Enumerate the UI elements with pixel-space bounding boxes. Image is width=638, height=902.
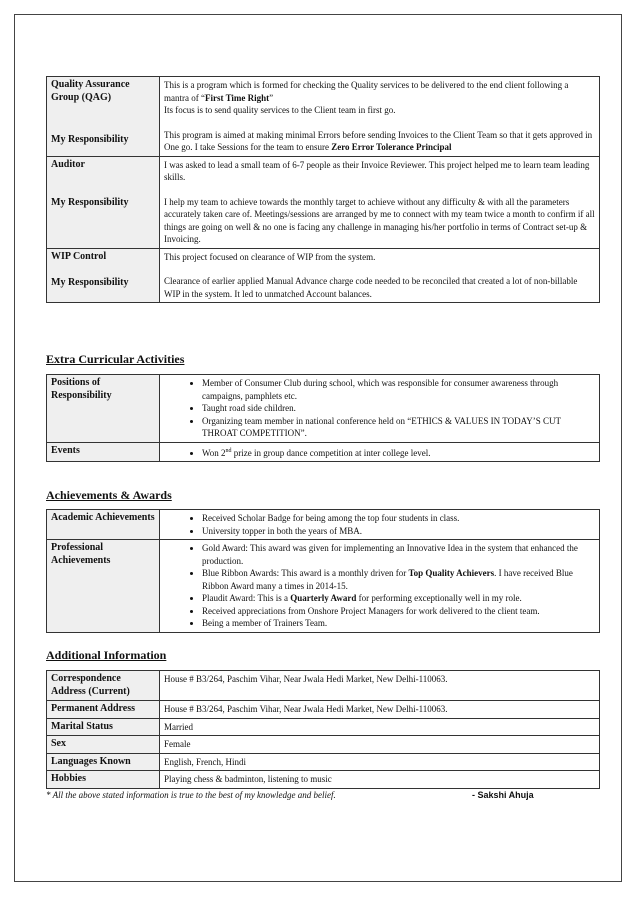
list-item: • University topper in both the years of MBA. <box>202 525 595 538</box>
qag-resp-bold: Zero Error Tolerance Principal <box>331 142 452 152</box>
list-item: • Organizing team member in national conference held on “ETHICS & VALUES IN TODAY’S CUT THROAT COMPETITION”. <box>202 415 595 440</box>
qag-line2: Its focus is to send quality services to the Client team in first go. <box>164 105 396 115</box>
academic-list <box>164 512 595 537</box>
qag-label <box>47 77 160 157</box>
auditor-label <box>47 156 160 248</box>
list-item: • Received appreciations from Onshore Project Managers for work delivered to the client team. <box>202 605 595 618</box>
qag-resp-text: This program is aimed at making minimal Errors before sending Invoices to the Client Team so that it gets approved in One go. I take Sessions for the team to ensure <box>164 129 593 152</box>
academic-cell <box>160 510 600 540</box>
wip-resp-label: My Responsibility <box>51 277 129 288</box>
achievements-heading: Achievements & Awards <box>46 488 172 502</box>
table-row <box>47 736 600 754</box>
table-row <box>47 718 600 736</box>
qag-title: Quality Assurance Group (QAG) <box>51 79 130 103</box>
list-item: • Gold Award: This award was given for implementing an Innovative Idea in the system that enhanced the production. <box>202 542 595 567</box>
wip-resp: Clearance of earlier applied Manual Advance charge code needed to be reconciled that created a lot of non-billable WIP in the system. It led to unmatched Account balances. <box>164 276 578 299</box>
professional-label: Professional Achievements <box>47 540 160 633</box>
auditor-resp: I help my team to achieve towards the monthly target to achieve without any difficulty & with all the parameters accurately taken care of. Meetings/sessions are arranged by me to connect with my team twice a month to confirm if all things are going on well & no one is facing any challenge in managing his/her portfolio in terms of Contract set-up & Invoicing. <box>164 196 595 244</box>
events-label: Events <box>47 442 160 462</box>
events-list <box>164 445 595 460</box>
footer <box>46 790 600 800</box>
qag-desc <box>160 77 600 157</box>
qag-line1-end: ” <box>269 92 274 103</box>
table-row <box>47 442 600 462</box>
address-current-label: Correspondence Address (Current) <box>47 671 160 701</box>
qag-resp <box>164 129 595 154</box>
list-item: • Taught road side children. <box>202 402 595 415</box>
table-row <box>47 771 600 789</box>
hobbies-value: Playing chess & badminton, listening to music <box>160 771 600 789</box>
permanent-address-value: House # B3/264, Paschim Vihar, Near Jwala Hedi Market, New Delhi-110063. <box>160 701 600 719</box>
list-item: • Member of Consumer Club during school, which was responsible for consumer awareness through campaigns, pamphlets etc. <box>202 377 595 402</box>
qag-line1-text: This is a program which is formed for checking the Quality services to be delivered to the end client following a mantra of “ <box>164 80 569 103</box>
list-item <box>202 445 595 460</box>
qag-line1 <box>164 79 595 104</box>
list-item: • Received Scholar Badge for being among the top four students in class. <box>202 512 595 525</box>
sex-label: Sex <box>47 736 160 754</box>
positions-cell <box>160 375 600 443</box>
declaration-note: * All the above stated information is true to the best of my knowledge and belief. <box>46 790 336 800</box>
plaudit-text: Plaudit Award: This is a <box>202 593 291 603</box>
languages-label: Languages Known <box>47 753 160 771</box>
blue-bold: Top Quality Achievers <box>408 568 495 578</box>
professional-list <box>164 542 595 630</box>
events-sup: nd <box>225 447 232 454</box>
positions-label: Positions of Responsibility <box>47 375 160 443</box>
table-row <box>47 671 600 701</box>
events-text: Won 2 <box>202 447 226 458</box>
professional-cell <box>160 540 600 633</box>
qag-mantra: First Time Right <box>204 92 270 103</box>
wip-text: This project focused on clearance of WIP from the system. <box>164 251 376 262</box>
marital-status-value: Married <box>160 718 600 736</box>
wip-desc <box>160 248 600 303</box>
auditor-desc <box>160 156 600 248</box>
plaudit-bold: Quarterly Award <box>290 593 357 603</box>
blue-text: Blue Ribbon Awards: This award is a monthly driven for <box>202 568 409 578</box>
plaudit-text-end: for performing exceptionally well in my role. <box>356 593 522 603</box>
wip-title: WIP Control <box>51 250 107 262</box>
permanent-address-label: Permanent Address <box>47 701 160 719</box>
additional-table <box>46 670 600 789</box>
achievements-table <box>46 509 600 633</box>
qag-resp-label: My Responsibility <box>51 134 129 145</box>
table-row <box>47 753 600 771</box>
auditor-title: Auditor <box>51 158 85 170</box>
table-row <box>47 77 600 157</box>
list-item <box>202 567 595 592</box>
table-row <box>47 701 600 719</box>
auditor-resp-label: My Responsibility <box>51 197 129 208</box>
wip-label <box>47 248 160 303</box>
address-current-value: House # B3/264, Paschim Vihar, Near Jwala Hedi Market, New Delhi-110063. <box>160 671 600 701</box>
table-row <box>47 375 600 443</box>
events-text-end: prize in group dance competition at inter college level. <box>231 447 431 458</box>
sex-value: Female <box>160 736 600 754</box>
languages-value: English, French, Hindi <box>160 753 600 771</box>
signature: - Sakshi Ahuja <box>472 790 534 800</box>
academic-label: Academic Achievements <box>47 510 160 540</box>
table-row <box>47 248 600 303</box>
table-row <box>47 156 600 248</box>
list-item: • Being a member of Trainers Team. <box>202 617 595 630</box>
projects-table <box>46 76 600 303</box>
events-cell <box>160 442 600 462</box>
extra-heading: Extra Curricular Activities <box>46 352 185 366</box>
additional-heading: Additional Information <box>46 648 167 662</box>
marital-status-label: Marital Status <box>47 718 160 736</box>
blue-text-end: . I have received Blue Ribbon Award many a times in 2014-15. <box>202 568 573 591</box>
table-row <box>47 540 600 633</box>
table-row <box>47 510 600 540</box>
hobbies-label: Hobbies <box>47 771 160 789</box>
extra-table <box>46 374 600 462</box>
list-item <box>202 592 595 605</box>
positions-list <box>164 377 595 440</box>
auditor-text: I was asked to lead a small team of 6-7 people as their Invoice Reviewer. This project helped me to learn team leading skills. <box>164 159 590 182</box>
